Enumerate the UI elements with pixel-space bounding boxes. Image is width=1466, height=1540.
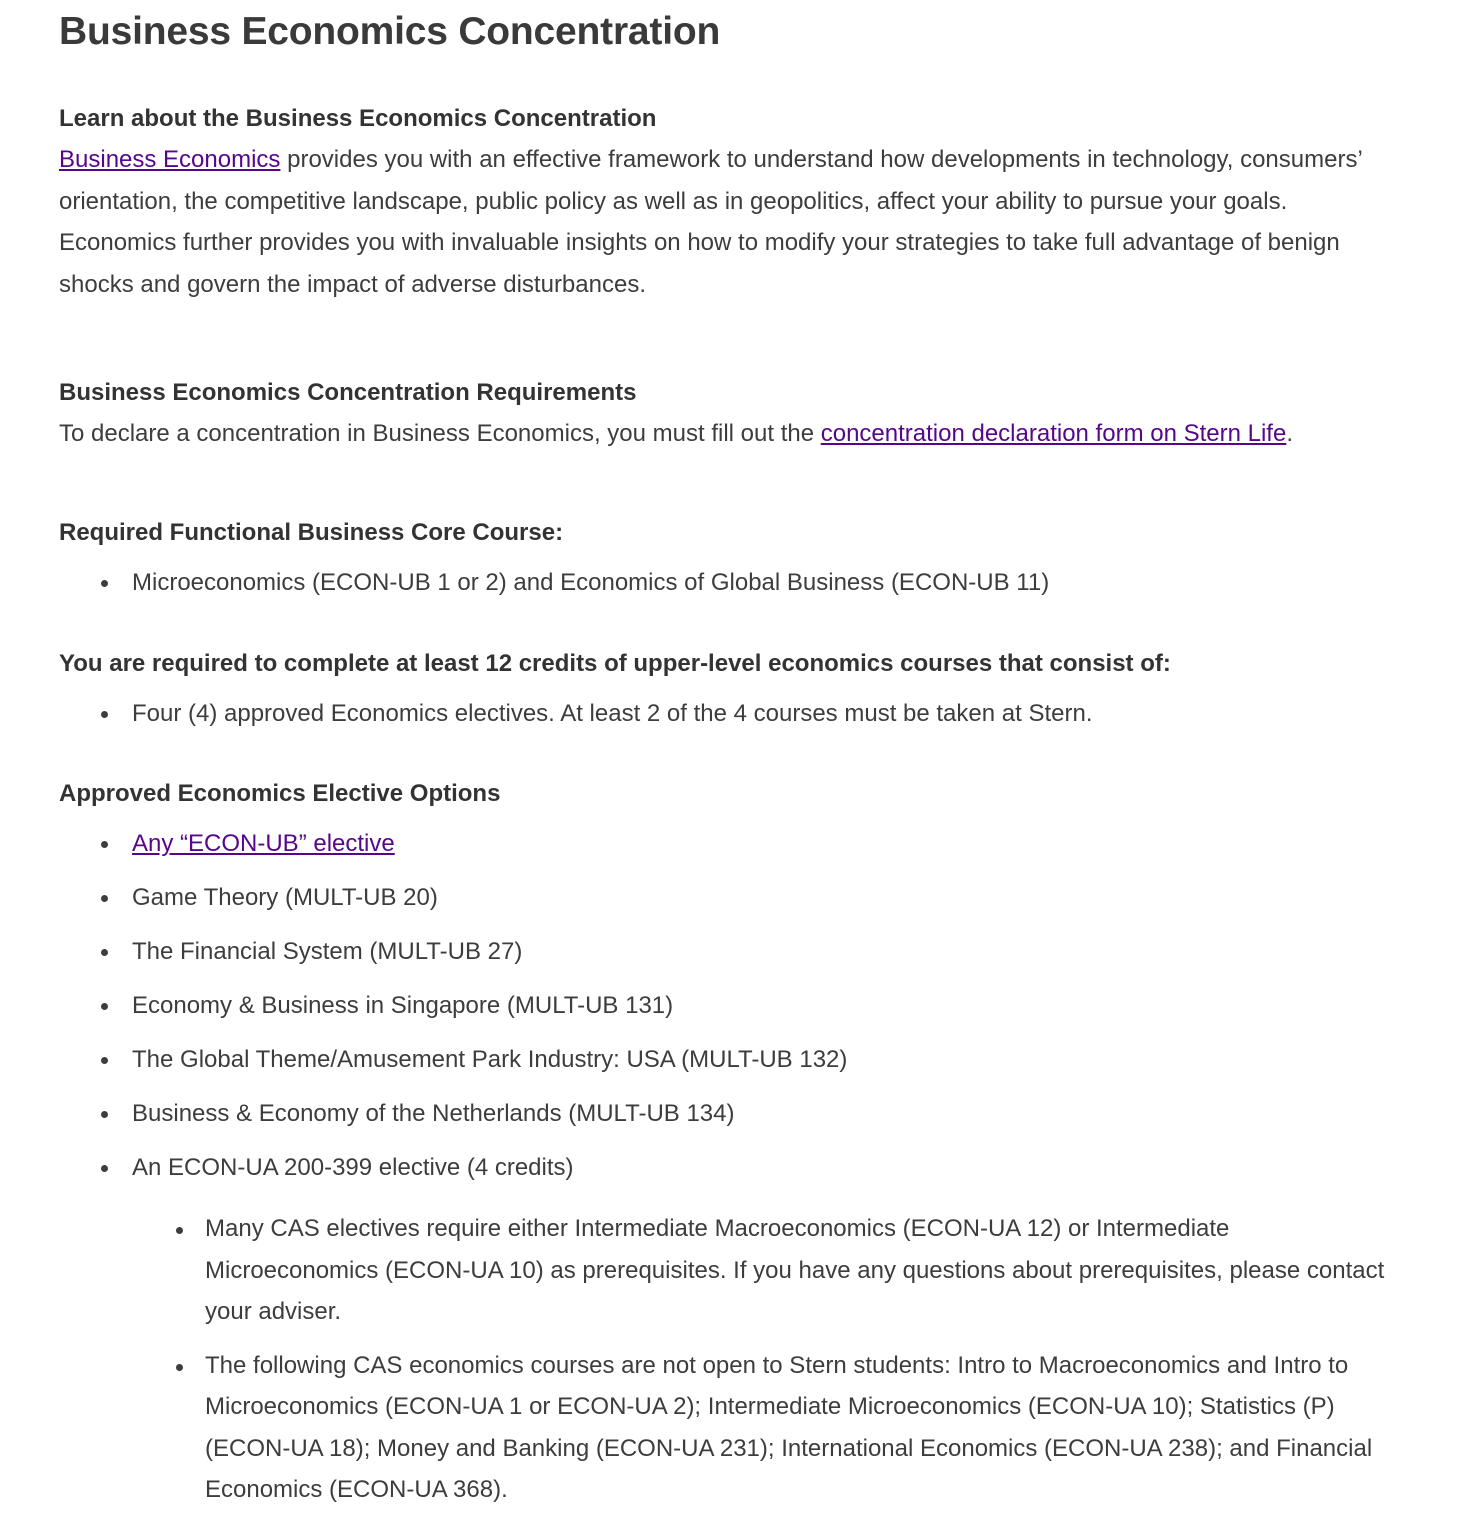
list-item-text: The following CAS economics courses are not open to Stern students: Intro to Macroeconomics and Intro to Microeconomics (ECON-UA 1 or ECON-UA 2); Intermediate Microeconomics (ECON-UA 10); Statistics (P) (ECON-UA 18); Money and Banking (ECON-UA 231); International Economics (ECON-UA 238); and Financial Economics (ECON-UA 368). <box>205 1351 1373 1503</box>
list-item-text: The Financial System (MULT-UB 27) <box>132 938 523 965</box>
list-item <box>59 829 1399 859</box>
credits-heading: You are required to complete at least 12 credits of upper-level economics courses that consist of: <box>59 650 1171 677</box>
list-item <box>59 1099 1399 1129</box>
list-item <box>59 699 1399 729</box>
bullet-icon <box>101 1111 108 1118</box>
list-item-text: The Global Theme/Amusement Park Industry: USA (MULT-UB 132) <box>132 1046 848 1073</box>
list-item <box>59 568 1399 598</box>
core-heading: Required Functional Business Core Course: <box>59 519 564 546</box>
requirements-heading: Business Economics Concentration Requirements <box>59 379 637 406</box>
bullet-icon <box>101 711 108 718</box>
business-economics-link[interactable]: Business Economics <box>59 146 281 173</box>
list-item-text: Game Theory (MULT-UB 20) <box>132 884 438 911</box>
core-list <box>59 568 1399 598</box>
bullet-icon <box>176 1227 183 1234</box>
bullet-icon <box>101 841 108 848</box>
learn-body-text: provides you with an effective framework to understand how developments in technology, consumers’ orientation, the competitive landscape, public policy as well as in geopolitics, affect your ability to pursue your goals. Economics further provides you with invaluable insights on how to modify your strategies to take full advantage of benign shocks and govern the impact of adverse disturbances. <box>59 146 1362 298</box>
list-item <box>59 1208 1399 1333</box>
electives-list <box>59 829 1399 1183</box>
list-item-text: Economy & Business in Singapore (MULT-UB 131) <box>132 992 674 1019</box>
bullet-icon <box>176 1364 183 1371</box>
list-item-text: Microeconomics (ECON-UB 1 or 2) and Economics of Global Business (ECON-UB 11) <box>132 569 1050 596</box>
any-econ-ub-elective-link[interactable]: Any “ECON-UB” elective <box>132 830 395 857</box>
learn-heading: Learn about the Business Economics Concentration <box>59 105 657 132</box>
bullet-icon <box>101 895 108 902</box>
elective-notes-list <box>59 1208 1399 1511</box>
bullet-icon <box>101 1003 108 1010</box>
requirements-paragraph <box>59 413 1399 455</box>
requirements-period: . <box>1286 420 1293 447</box>
list-item <box>59 937 1399 967</box>
bullet-icon <box>101 1057 108 1064</box>
bullet-icon <box>101 1165 108 1172</box>
credits-list <box>59 699 1399 729</box>
electives-heading: Approved Economics Elective Options <box>59 780 501 807</box>
list-item-text: Four (4) approved Economics electives. At least 2 of the 4 courses must be taken at Stern. <box>132 700 1093 727</box>
list-item-text: An ECON-UA 200-399 elective (4 credits) <box>132 1154 574 1181</box>
list-item <box>59 883 1399 913</box>
page-title: Business Economics Concentration <box>59 10 721 53</box>
concentration-declaration-form-link[interactable]: concentration declaration form on Stern Life <box>820 420 1287 447</box>
list-item <box>59 1153 1399 1183</box>
list-item <box>59 1345 1399 1511</box>
requirements-text: To declare a concentration in Business Economics, you must fill out the <box>59 420 821 447</box>
list-item <box>59 991 1399 1021</box>
bullet-icon <box>101 580 108 587</box>
bullet-icon <box>101 949 108 956</box>
list-item <box>59 1045 1399 1075</box>
list-item-text: Business & Economy of the Netherlands (MULT-UB 134) <box>132 1100 735 1127</box>
list-item-text: Many CAS electives require either Intermediate Macroeconomics (ECON-UA 12) or Intermediate Microeconomics (ECON-UA 10) as prerequisites. If you have any questions about prerequisites, please contact your adviser. <box>205 1215 1385 1325</box>
learn-paragraph <box>59 139 1389 305</box>
